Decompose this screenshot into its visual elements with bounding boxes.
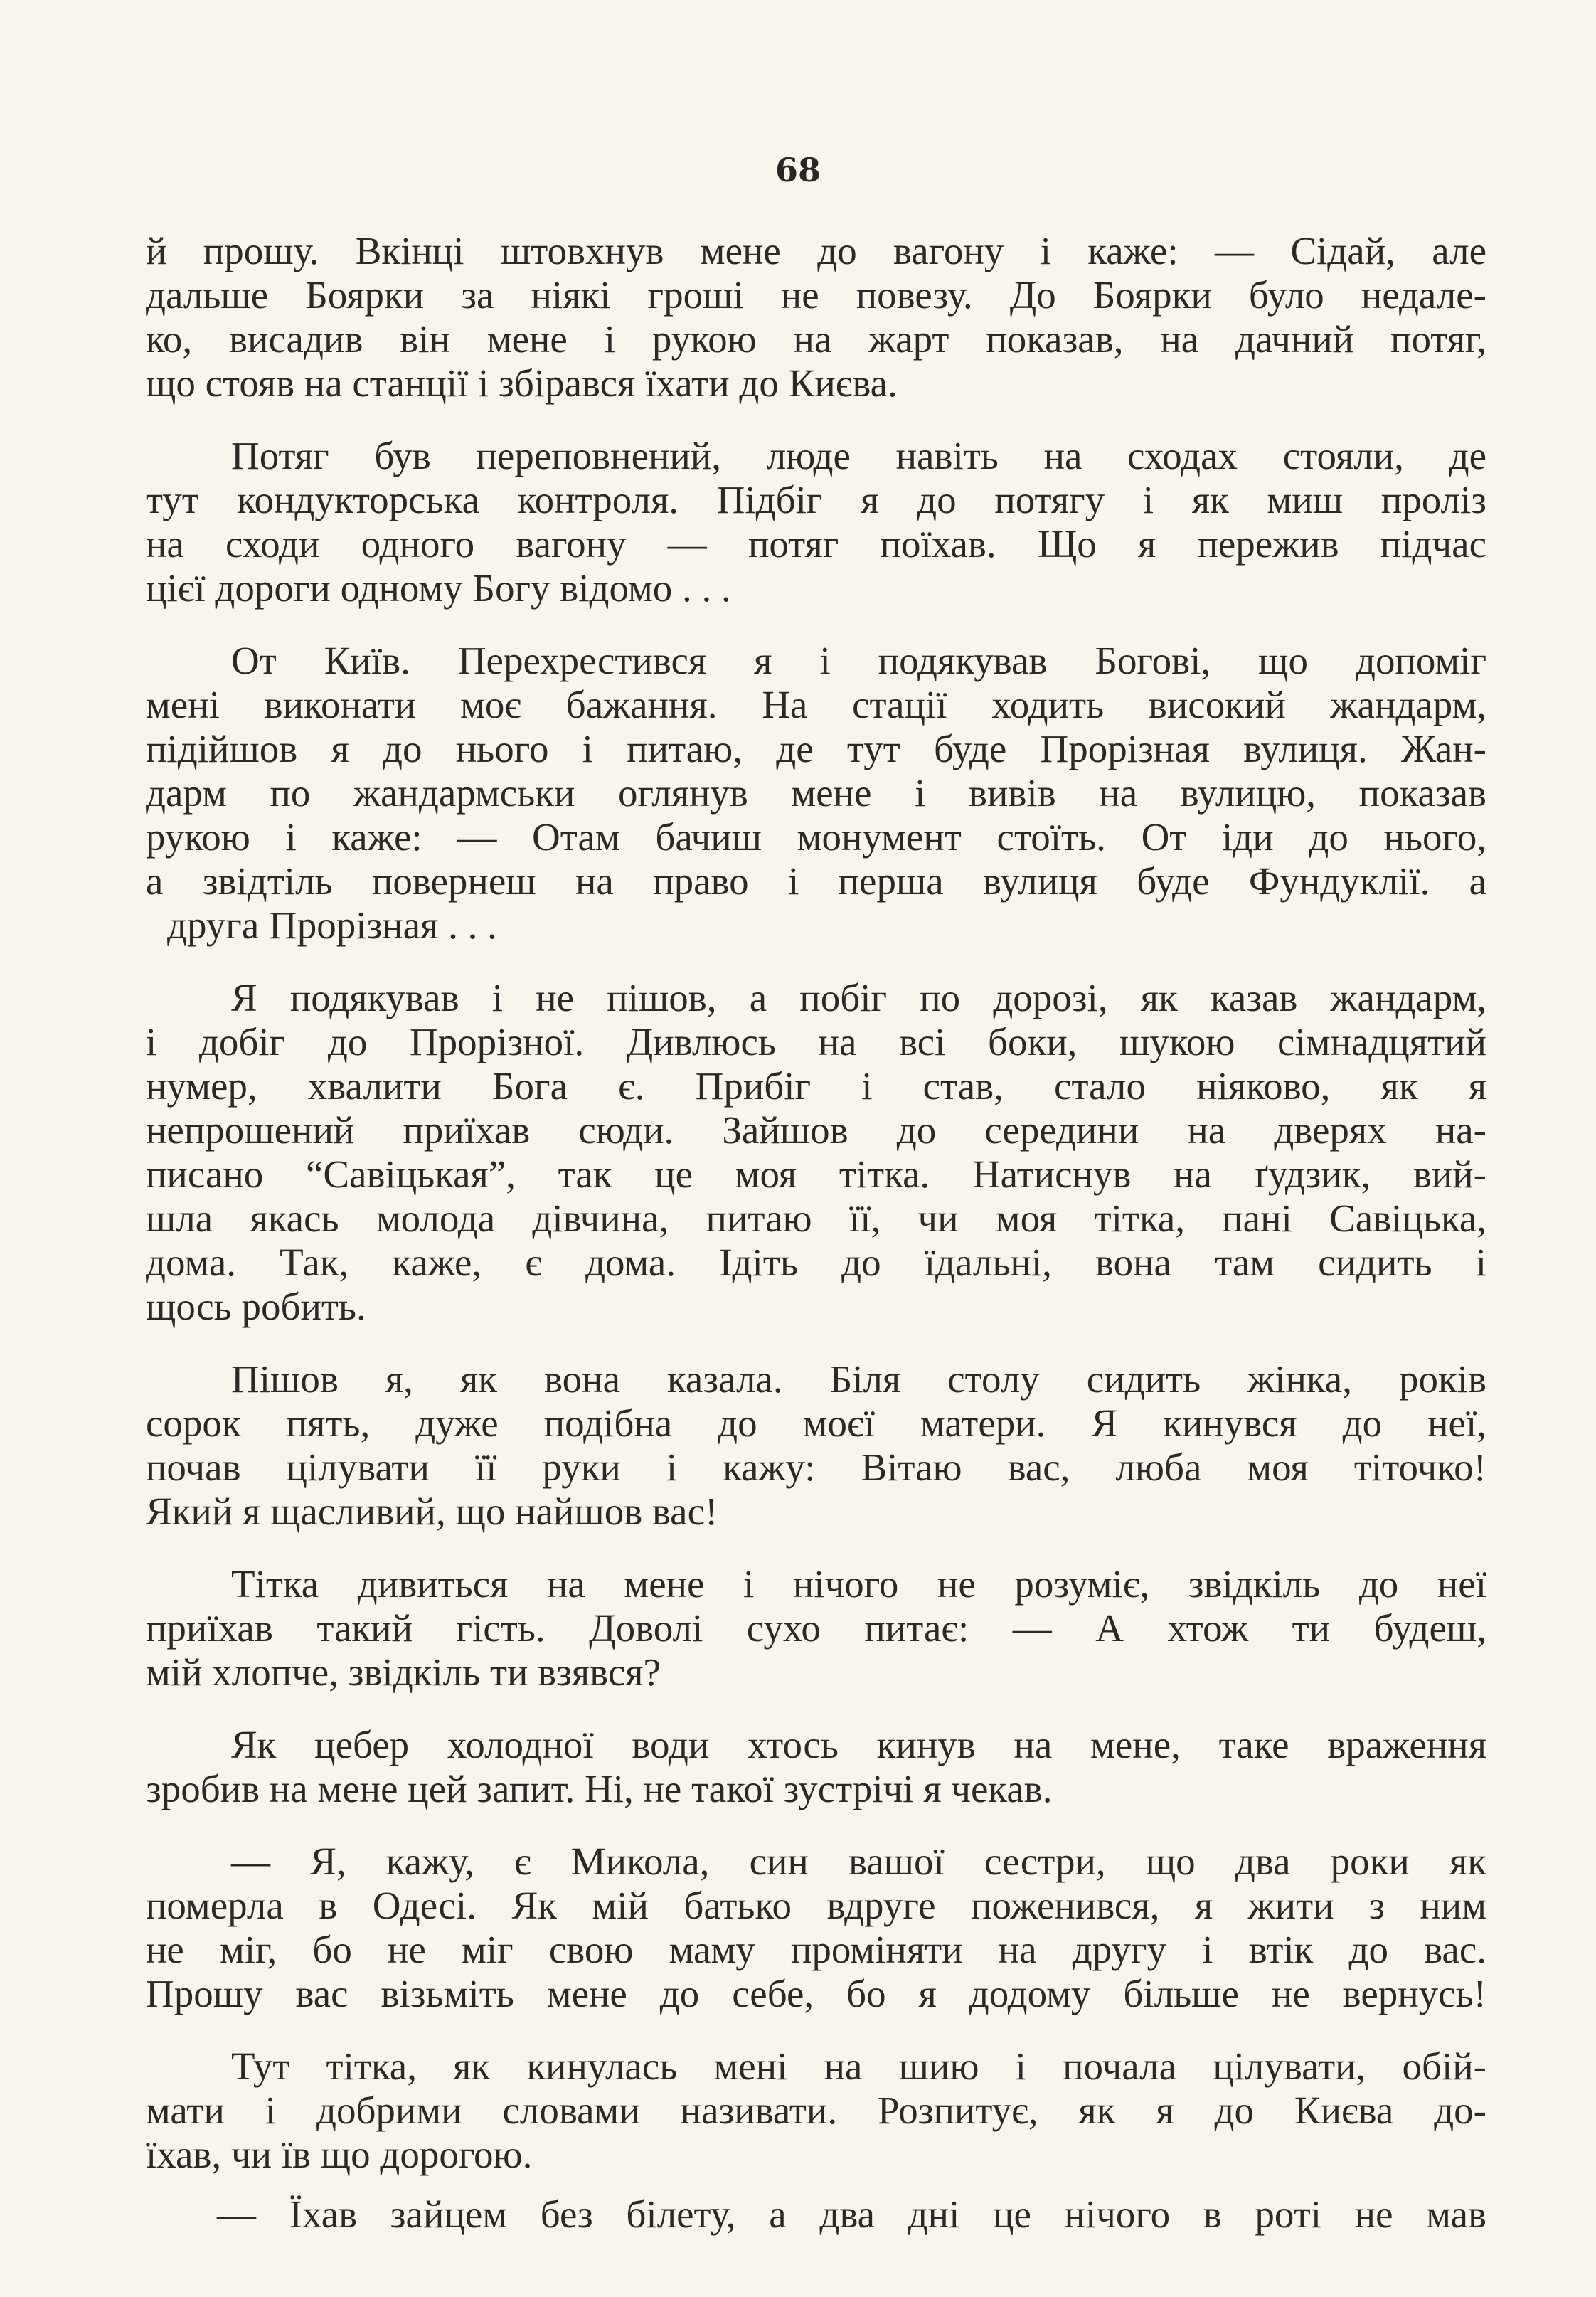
paragraph [146,434,1486,610]
text-line: приїхав такий гість. Доволі сухо питає: — А хтож ти будеш, [146,1606,1486,1650]
text-line: писано “Савіцькая”, так це моя тітка. Натиснув на ґудзик, вий- [146,1152,1486,1196]
text-line: мій хлопче, звідкіль ти взявся? [146,1650,661,1694]
text-line: Потяг був переповнений, люде навіть на сходах стояли, де [231,434,1486,477]
text-line: — Я, кажу, є Микола, син вашої сестри, що два роки як [231,1840,1486,1883]
text-line: щось робить. [146,1285,366,1328]
text-line: ко, висадив він мене і рукою на жарт показав, на дачний потяг, [146,317,1486,361]
text-line: почав цілувати її руки і кажу: Вітаю вас, люба моя тіточко! [146,1445,1486,1489]
text-line: Тітка дивиться на мене і нічого не розуміє, звідкіль до неї [231,1562,1486,1606]
text-line: Я подякував і не пішов, а побіг по дорозі, як казав жандарм, [231,976,1486,1019]
paragraph [146,1840,1486,2016]
text-line: що стояв на станції і збірався їхати до Києва. [146,361,898,405]
paragraph [146,639,1486,948]
text-line: дарм по жандармськи оглянув мене і вивів на вулицю, показав [146,771,1486,815]
text-line: зробив на мене цей запит. Ні, не такої зустрічі я чекав. [146,1767,1053,1810]
text-line: От Київ. Перехрестився я і подякував Богові, що допоміг [231,639,1486,682]
text-line: підійшов я до нього і питаю, де тут буде Прорізная вулиця. Жан- [146,727,1486,770]
text-line: мати і добрими словами називати. Розпитує, як я до Києва до- [146,2089,1486,2132]
text-line: шла якась молода дівчина, питаю її, чи моя тітка, пані Савіцька, [146,1197,1486,1240]
text-line: дальше Боярки за ніякі гроші не повезу. До Боярки було недале- [146,273,1486,317]
text-line: мені виконати моє бажання. На стації ходить високий жандарм, [146,683,1486,726]
page-text [146,229,1486,2265]
paragraph [146,2044,1486,2177]
text-line: й прошу. Вкінці штовхнув мене до вагону і каже: — Сідай, але [146,229,1486,272]
text-line: дома. Так, каже, є дома. Ідіть до їдальні, вона там сидить і [146,1241,1486,1284]
text-line: Пішов я, як вона казала. Біля столу сидить жінка, років [231,1357,1486,1401]
text-line: Який я щасливий, що найшов вас! [146,1490,718,1533]
text-line: і добіг до Прорізної. Дивлюсь на всі боки, шукою сімнадцятий [146,1020,1486,1063]
paragraph [146,229,1486,405]
text-line: цієї дороги одному Богу відомо . . . [146,566,731,610]
paragraph [146,2192,1486,2237]
text-line: а звідтіль повернеш на право і перша вулиця буде Фундуклії. а [146,859,1486,903]
text-line: їхав, чи їв що дорогою. [146,2133,533,2176]
text-line: — Їхав зайцем без білету, а два дні це нічого в роті не мав [217,2192,1486,2236]
paragraph [146,1723,1486,1811]
text-line: на сходи одного вагону — потяг поїхав. Що я пережив підчас [146,522,1486,566]
text-line: нумер, хвалити Бога є. Прибіг і став, стало ніяково, як я [146,1064,1486,1108]
paragraph [146,1562,1486,1694]
text-line: рукою і каже: — Отам бачиш монумент стоїть. От іди до нього, [146,815,1486,859]
text-line: Прошу вас візьміть мене до себе, бо я додому більше не вернусь! [146,1972,1486,2015]
paragraph [146,976,1486,1329]
text-line: друга Прорізная . . . [167,903,497,947]
page-number: 68 [775,151,821,189]
text-line: не міг, бо не міг свою маму проміняти на другу і втік до вас. [146,1928,1486,1971]
text-line: сорок пять, дуже подібна до моєї матери. Я кинувся до неї, [146,1401,1486,1445]
paragraph [146,1357,1486,1534]
text-line: Як цебер холодної води хтось кинув на мене, таке враження [231,1723,1486,1766]
text-line: непрошений приїхав сюди. Зайшов до середини на дверях на- [146,1108,1486,1152]
text-line: померла в Одесі. Як мій батько вдруге поженився, я жити з ним [146,1884,1486,1927]
text-line: тут кондукторська контроля. Підбіг я до потягу і як миш проліз [146,478,1486,521]
text-line: Тут тітка, як кинулась мені на шию і почала цілувати, обій- [231,2044,1486,2088]
